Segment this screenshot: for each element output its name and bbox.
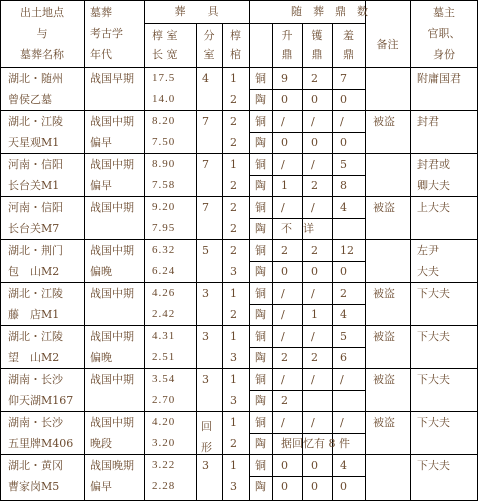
row-chamber-width: 6.24 [152,265,176,277]
header-burial-group: 葬 具 [174,5,219,18]
row-bronze-gai: / [340,373,344,386]
row-period-line1: 战国中期 [90,330,134,343]
row-site-line1: 湖北・江陵 [8,287,63,300]
row-pottery-sheng: 1 [281,179,288,192]
row-bronze-sheng: 2 [281,244,288,257]
row-period-line1: 战国晚期 [90,459,134,472]
row-note: 被盗 [373,416,395,429]
row-pottery-gai: 8 [340,179,347,192]
row-pottery-sheng: 0 [281,93,288,106]
row-bronze-gai: 5 [340,330,347,343]
header-note: 备注 [376,38,399,51]
row-bronze-gai: / [340,115,344,128]
row-bronze-gai: 4 [340,459,347,472]
row-compartments: 3 [202,459,209,472]
row-guo-count: 2 [230,244,237,257]
row-guan-count: 3 [230,351,237,364]
row-period-line1: 战国中期 [90,158,134,171]
row-site-line1: 湖南・长沙 [8,416,63,429]
row-period-line1: 战国中期 [90,115,134,128]
row-site-line1: 湖南・长沙 [8,373,63,386]
row-bronze-huo: 2 [311,72,318,85]
row-chamber-width: 2.28 [152,480,176,492]
row-pottery-sheng: 不 详 [281,222,314,235]
row-site-line2: 包 山M2 [8,265,60,278]
row-bronze-huo: / [311,201,315,214]
row-chamber-width: 7.95 [152,222,176,234]
row-note: 被盗 [373,330,395,343]
row-guo-count: 1 [230,287,237,300]
row-pottery-label: 陶 [255,265,266,278]
row-owner-line2: 大夫 [417,265,439,278]
row-guo-count: 1 [230,158,237,171]
row-site-line1: 湖北・江陵 [8,330,63,343]
row-pottery-label: 陶 [255,93,266,106]
row-compartments: 3 [202,287,209,300]
row-bronze-sheng: / [281,416,285,429]
row-chamber-width: 2.42 [152,308,176,320]
row-owner-line1: 上大夫 [417,201,450,214]
row-pottery-huo: 2 [311,179,318,192]
row-guan-count: 2 [230,136,237,149]
row-pottery-sheng: 0 [281,136,288,149]
row-bronze-sheng: / [281,330,285,343]
row-period-line2: 晚段 [90,437,112,450]
row-period-line1: 战国中期 [90,373,134,386]
row-pottery-label: 陶 [255,351,266,364]
header-owner-line2: 官职、 [427,27,461,40]
row-chamber-length: 17.5 [152,72,176,84]
row-site-line2: 曾侯乙墓 [8,93,52,106]
row-site-line1: 湖北・黄冈 [8,459,63,472]
row-pottery-sheng: 据回忆有 8 件 [281,437,350,450]
row-bronze-huo: / [311,287,315,300]
row-bronze-label: 铜 [255,330,266,343]
row-bronze-label: 铜 [255,115,266,128]
row-period-line2: 偏晚 [90,351,112,364]
row-chamber-length: 9.20 [152,201,176,213]
header-owner-line1: 墓主 [433,6,455,19]
header-gai-line1: 羞 [343,29,354,42]
header-period-line1: 墓葬 [90,6,112,19]
row-bronze-huo: / [311,373,315,386]
row-bronze-sheng: / [281,287,285,300]
row-bronze-sheng: 0 [281,459,288,472]
row-bronze-gai: 2 [340,287,347,300]
header-coffin-line2: 棺 [230,48,241,61]
row-compartments: 7 [202,115,209,128]
row-bronze-huo: 2 [311,244,318,257]
header-sheng-line1: 升 [281,29,293,42]
row-period-line2: 偏早 [90,179,112,192]
row-pottery-huo: 0 [311,93,318,106]
row-pottery-gai: 4 [340,308,347,321]
row-owner-line1: 下大夫 [417,459,450,472]
row-site-line1: 湖北・江陵 [8,115,63,128]
row-chamber-width: 7.50 [152,136,176,148]
row-compartments: 5 [202,244,209,257]
header-ding-group: 随 葬 鼎 数 [291,5,368,18]
row-chamber-length: 4.31 [152,330,176,342]
row-note: 被盗 [373,115,395,128]
header-period-line3: 年代 [90,48,112,61]
row-guan-count: 3 [230,265,237,278]
row-site-line2: 长台关M1 [8,179,60,192]
row-chamber-width: 7.58 [152,179,176,191]
row-guo-count: 2 [230,201,237,214]
row-guan-count: 2 [230,93,237,106]
row-compartments: 回形 [201,420,212,454]
row-pottery-sheng: 0 [281,265,288,278]
header-site-line3: 墓葬名称 [20,48,64,61]
row-bronze-sheng: / [281,201,285,214]
row-site-line2: 曹家岗M5 [8,480,60,493]
row-owner-line2: 卿大夫 [417,179,450,192]
row-guo-count: 1 [230,459,237,472]
row-guan-count: 2 [230,222,237,235]
row-pottery-gai: 0 [340,93,347,106]
row-period-line2: 偏早 [90,136,112,149]
row-note: 被盗 [373,287,395,300]
row-bronze-huo: 0 [311,459,318,472]
row-site-line2: 望 山M2 [8,351,60,364]
row-period-line1: 战国早期 [90,72,134,85]
row-chamber-length: 8.90 [152,158,176,170]
row-bronze-label: 铜 [255,373,266,386]
row-chamber-length: 8.20 [152,115,176,127]
header-compartment-line2: 室 [203,48,215,61]
header-period-line2: 考古学 [90,27,123,40]
row-pottery-sheng: 0 [281,480,288,493]
row-bronze-sheng: / [281,158,285,171]
row-period-line1: 战国中期 [90,244,134,257]
row-owner-line1: 封君 [417,115,439,128]
header-gai-line2: 鼎 [343,48,354,61]
row-compartments: 4 [202,72,209,85]
row-guan-count: 2 [230,308,237,321]
header-site-line2: 与 [36,27,48,40]
row-pottery-label: 陶 [255,480,266,493]
row-chamber-length: 4.26 [152,287,176,299]
row-pottery-sheng: 2 [281,394,288,407]
row-note: 被盗 [373,373,395,386]
row-owner-line1: 下大夫 [417,416,450,429]
row-site-line1: 河南・信阳 [8,201,63,214]
row-bronze-gai: 12 [340,244,354,257]
row-period-line1: 战国中期 [90,201,134,214]
header-site-line1: 出土地点 [20,6,64,19]
row-bronze-gai: 7 [340,72,347,85]
row-site-line1: 湖北・荆门 [8,244,63,257]
row-bronze-label: 铜 [255,158,266,171]
row-bronze-sheng: / [281,373,285,386]
row-owner-line1: 下大夫 [417,287,450,300]
row-site-line2: 天星观M1 [8,136,60,149]
row-bronze-sheng: 9 [281,72,288,85]
row-owner-line1: 下大夫 [417,373,450,386]
row-bronze-huo: / [311,115,315,128]
row-chamber-length: 3.54 [152,373,176,385]
header-owner-line3: 身份 [433,48,455,61]
row-owner-line1: 封君或 [417,158,450,171]
row-bronze-label: 铜 [255,416,266,429]
row-pottery-huo: 1 [311,308,318,321]
row-pottery-sheng: / [281,308,285,321]
row-site-line2: 长台关M7 [8,222,60,235]
row-pottery-gai: 0 [340,265,347,278]
row-bronze-label: 铜 [255,287,266,300]
row-site-line1: 河南・信阳 [8,158,63,171]
row-bronze-gai: 4 [340,201,347,214]
row-compartments: 7 [202,158,209,171]
row-pottery-label: 陶 [255,437,266,450]
row-pottery-huo: 0 [311,136,318,149]
row-guan-count: 3 [230,480,237,493]
row-site-line2: 仰天湖M167 [8,394,74,407]
row-chamber-length: 4.20 [152,416,176,428]
row-chamber-width: 3.20 [152,437,176,449]
row-pottery-sheng: 2 [281,351,288,364]
row-pottery-label: 陶 [255,394,266,407]
header-chamber-line1: 椁 室 [152,29,178,42]
row-period-line1: 战国中期 [90,416,134,429]
row-pottery-gai: 0 [340,480,347,493]
row-bronze-huo: / [311,330,315,343]
row-bronze-label: 铜 [255,244,266,257]
row-pottery-label: 陶 [255,222,266,235]
row-chamber-length: 6.32 [152,244,176,256]
row-bronze-gai: / [340,416,344,429]
row-pottery-gai: 0 [340,136,347,149]
row-pottery-huo: 0 [311,265,318,278]
row-guan-count: 3 [230,394,237,407]
row-pottery-label: 陶 [255,308,266,321]
row-note: 被盗 [373,201,395,214]
row-site-line1: 湖北・随州 [8,72,63,85]
row-chamber-width: 2.70 [152,394,176,406]
row-bronze-label: 铜 [255,201,266,214]
row-guo-count: 1 [230,416,237,429]
row-compartments: 3 [202,330,209,343]
header-sheng-line2: 鼎 [281,48,293,61]
row-pottery-huo: 0 [311,480,318,493]
row-pottery-gai: 6 [340,351,347,364]
row-guo-count: 1 [230,72,237,85]
row-period-line2: 偏早 [90,480,112,493]
row-guan-count: 2 [230,179,237,192]
row-owner-line1: 左尹 [417,244,439,257]
row-compartments: 3 [202,373,209,386]
header-chamber-line2: 长 宽 [152,48,178,61]
row-pottery-label: 陶 [255,179,266,192]
row-guo-count: 2 [230,115,237,128]
row-owner-line1: 下大夫 [417,330,450,343]
row-compartments: 7 [202,201,209,214]
row-bronze-huo: / [311,158,315,171]
row-pottery-huo: 2 [311,351,318,364]
row-period-line2: 偏晚 [90,265,112,278]
row-chamber-length: 3.22 [152,459,176,471]
header-huo-line2: 鼎 [311,48,323,61]
row-guo-count: 1 [230,330,237,343]
row-site-line2: 藤 店M1 [8,308,60,321]
row-bronze-label: 铜 [255,459,266,472]
row-chamber-width: 14.0 [152,93,176,105]
row-bronze-sheng: / [281,115,285,128]
row-bronze-label: 铜 [255,72,266,85]
header-huo-line1: 镬 [311,29,323,42]
row-bronze-huo: / [311,416,315,429]
row-site-line2: 五里牌M406 [8,437,74,450]
row-owner-line1: 附庸国君 [417,72,461,85]
row-guo-count: 1 [230,373,237,386]
row-pottery-label: 陶 [255,136,266,149]
row-period-line1: 战国中期 [90,287,134,300]
row-guan-count: 2 [230,437,237,450]
header-compartment-line1: 分 [203,29,215,42]
header-coffin-line1: 椁 [230,29,241,42]
row-bronze-gai: 5 [340,158,347,171]
row-chamber-width: 2.51 [152,351,176,363]
